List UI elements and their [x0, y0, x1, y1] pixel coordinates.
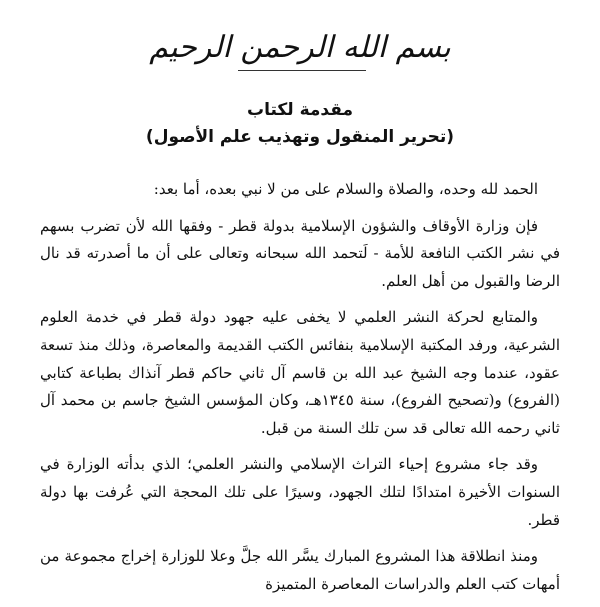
basmala-calligraphy: بسم الله الرحمن الرحيم — [149, 30, 451, 65]
paragraph-opening: الحمد لله وحده، والصلاة والسلام على من لا نبي بعده، أما بعد: — [153, 180, 538, 198]
paragraph-2: والمتابع لحركة النشر العلمي لا يخفى عليه جهود دولة قطر في خدمة العلوم الشرعية، ورفد المكتبة الإسلامية بنفائس الكتب القديمة والمعاصرة، وذلك منذ تسعة عقود، عندما وجه الشيخ عبد الله بن قاسم آل ثاني حاكم قطر آنذاك بطباعة كتابي (الفروع) و(تصحيح الفروع)، سنة ١٣٤٥هـ، وكان المؤسس الشيخ جاسم بن محمد آل ثاني رحمه الله تعالى قد سن تلك السنة من قبل. — [40, 308, 560, 437]
paragraph-4: ومنذ انطلاقة هذا المشروع المبارك يسَّر الله جلَّ وعلا للوزارة إخراج مجموعة من أمهات كتب العلم والدراسات المعاصرة المتميزة — [40, 547, 560, 593]
decorative-rule — [238, 70, 366, 71]
body-text — [40, 176, 560, 607]
paragraph-1: فإن وزارة الأوقاف والشؤون الإسلامية بدولة قطر - وفقها الله لأن تضرب بسهم في نشر الكتب النافعة للأمة - لَتحمد الله سبحانه وتعالى على أن ما أصدرته قد نال الرضا والقبول من أهل العلم. — [40, 216, 560, 290]
book-title: (تحرير المنقول وتهذيب علم الأصول) — [145, 127, 455, 147]
page-title: مقدمة لكتاب — [246, 100, 353, 120]
paragraph-3: وقد جاء مشروع إحياء التراث الإسلامي والنشر العلمي؛ الذي بدأته الوزارة في السنوات الأخيرة امتدادًا لتلك الجهود، وسيرًا على تلك المحجة التي عُرفت بها دولة قطر. — [40, 455, 560, 529]
